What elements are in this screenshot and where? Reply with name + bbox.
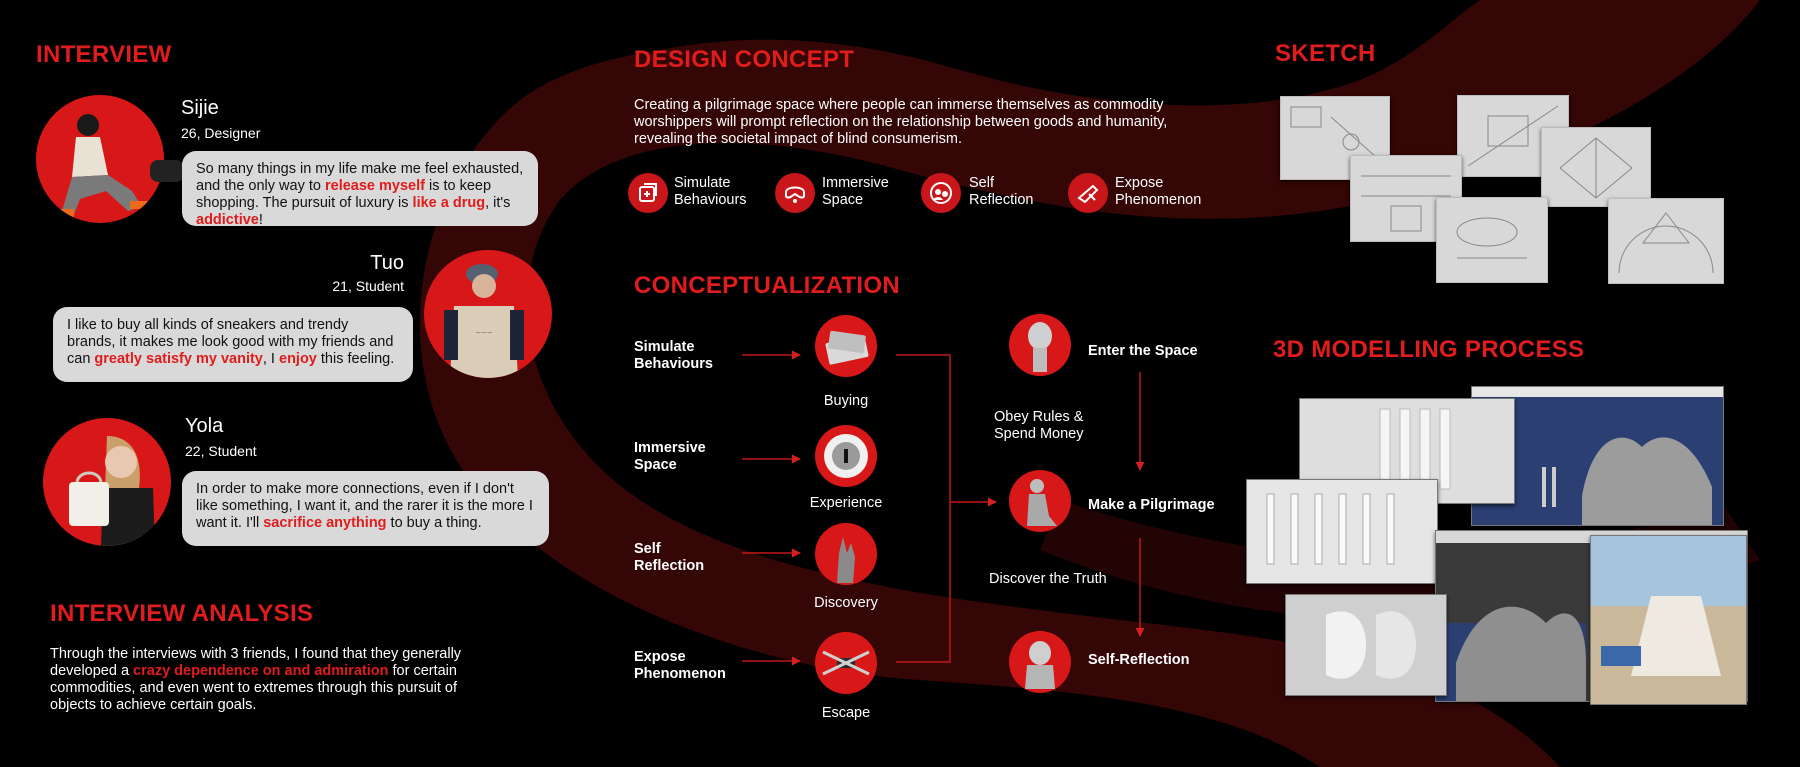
highlight-text: sacrifice anything [263,515,387,531]
sketch-image [1608,198,1724,284]
quote-text: So many things in my life make me feel exhausted, and the only way to [196,161,524,194]
highlight-text: greatly satisfy my vanity [94,351,263,367]
person-role: 21, Student [332,278,404,294]
transition-label: Discover the Truth [989,571,1107,587]
model-screenshot [1246,479,1438,584]
node-label: Discovery [814,595,878,611]
quote-text: I like to buy all kinds of sneakers and trendy brands, it makes me look good with my friends and can [67,317,394,367]
model-screenshot [1285,594,1447,696]
quote-text: , I [262,351,279,367]
concept-row-label: Self Reflection [634,541,705,574]
node-label: Escape [821,705,871,721]
thinker-figure-icon [1009,631,1071,693]
highlight-text: release myself [324,178,425,194]
node-label: Buying [823,393,869,409]
svg-text:~~~: ~~~ [475,328,493,339]
quote-text: ! [258,212,263,228]
highlight-text: crazy dependence on and admiration [133,663,389,679]
person-role: 22, Student [185,443,257,459]
concept-row-label: Immersive Space [634,440,706,473]
icon-label: Expose Phenomenon [1115,175,1202,208]
design-concept-text: Creating a pilgrimage space where people can immerse themselves as commodity worshippers will prompt reflection on the relationship between goods and humanity, revealing the societal impact of blind consumerism. [634,97,1168,147]
person-role: 26, Designer [181,125,261,141]
quote-text: In order to make more connections, even if I don't like something, I want it, and the rarer it is the more I want it. I'll [196,481,533,531]
person-name: Yola [185,415,224,437]
sketch-image [1436,197,1548,283]
node-label: Experience [809,495,883,511]
highlight-text: like a drug [412,195,486,211]
icon-label: Immersive Space [822,175,889,208]
head-bust-icon [1009,314,1071,376]
quote-text: , it's [485,195,511,211]
node-discovery [815,523,877,585]
money-stack-icon [815,315,877,377]
quote-text: this feeling. [316,351,395,367]
node-buying [815,315,877,377]
render-image [1590,535,1747,705]
analysis-title: INTERVIEW ANALYSIS [50,600,314,627]
sketch-title: SKETCH [1275,40,1376,67]
node-self-reflection [1009,631,1071,693]
hand-icon [815,523,877,585]
quote-text: Through the interviews with 3 friends, I found that they generally developed a [50,646,462,679]
highlight-text: enjoy [279,351,317,367]
icon-label: Self Reflection [969,175,1034,208]
step-label: Make a Pilgrimage [1088,497,1215,513]
step-label: Self-Reflection [1088,652,1190,668]
step-label: Enter the Space [1088,343,1198,359]
node-escape [815,632,877,694]
modelling-title: 3D MODELLING PROCESS [1273,336,1585,363]
concept-row-label: Expose Phenomenon [634,649,726,682]
sketch-image [1541,127,1651,207]
kneeling-figure-icon [1009,470,1071,532]
quote-text: to buy a thing. [386,515,482,531]
conceptualization-title: CONCEPTUALIZATION [634,272,900,299]
concept-row-label: Simulate Behaviours [634,339,713,372]
design-concept-title: DESIGN CONCEPT [634,46,855,73]
drone-icon [815,632,877,694]
node-enter-space [1009,314,1071,376]
transition-label: Obey Rules & Spend Money [994,409,1084,442]
person-name: Tuo [370,252,404,274]
quote-text: for certain commodities, and even went to extremes through this pursuit of objects to achieve certain goals. [50,663,458,713]
portal-icon [815,425,877,487]
quote-text: is to keep shopping. The pursuit of luxury is [196,178,492,211]
node-experience [815,425,877,487]
icon-label: Simulate Behaviours [674,175,747,208]
highlight-text: addictive [196,212,259,228]
interview-title: INTERVIEW [36,41,172,68]
person-name: Sijie [181,97,219,119]
node-pilgrimage [1009,470,1071,532]
